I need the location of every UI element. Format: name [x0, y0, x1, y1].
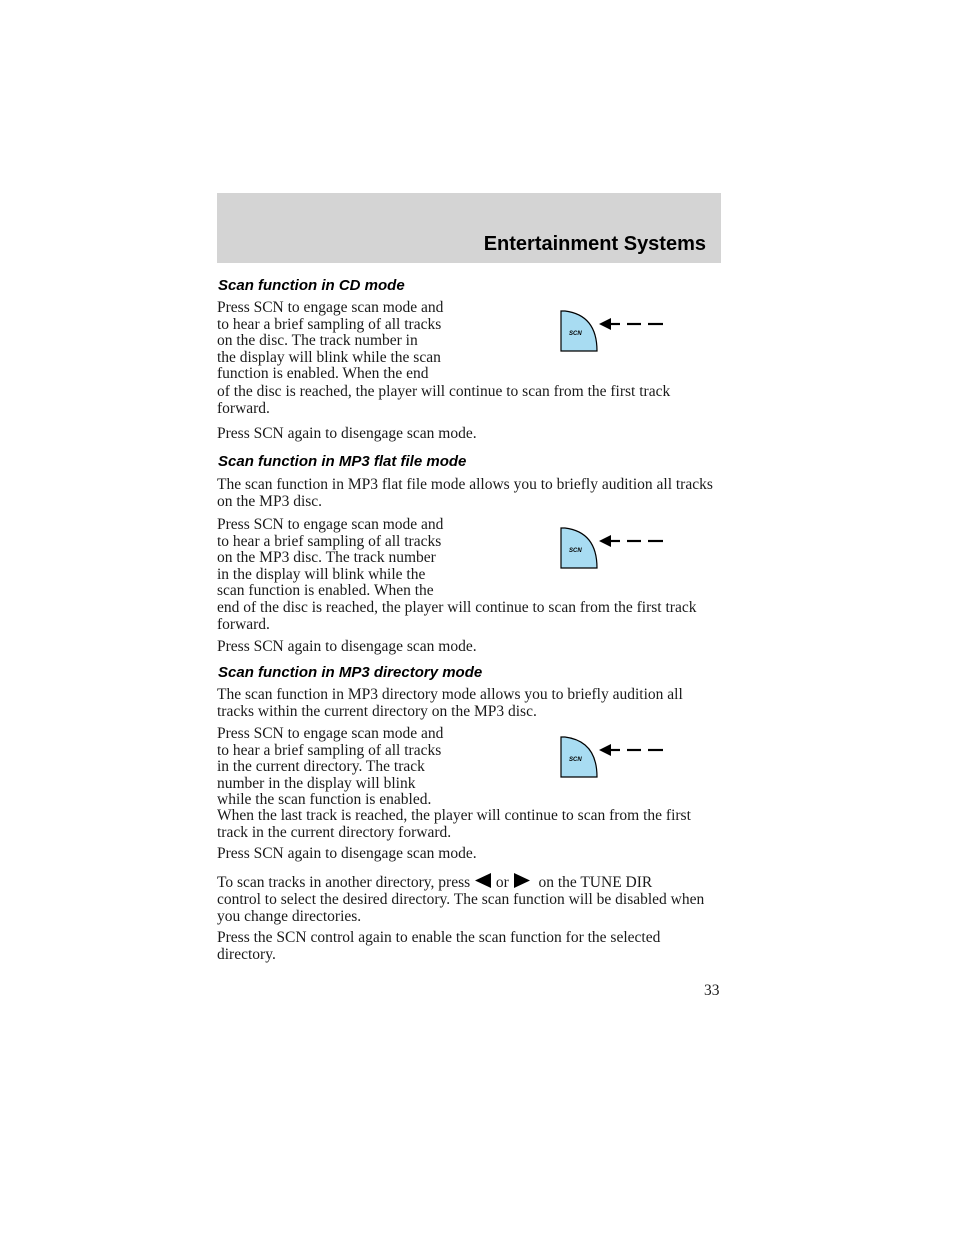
mp3-dir-paragraph-lines: [217, 726, 477, 809]
scn-button-label: SCN: [569, 331, 582, 337]
mp3-dir-paragraph-continued: When the last track is reached, the player will continue to scan from the first track in the current directory forward.: [217, 807, 691, 841]
text-line: in the current directory. The track: [217, 758, 425, 775]
page-title: Entertainment Systems: [483, 233, 706, 255]
text-line: on the MP3 disc. The track number: [217, 549, 436, 566]
page-number: 33: [704, 982, 720, 999]
text-line: to hear a brief sampling of all tracks: [217, 532, 442, 550]
scn-button-label: SCN: [569, 757, 582, 763]
mp3-flat-paragraph-continued: end of the disc is reached, the player will continue to scan from the first track forward.: [217, 599, 697, 633]
mp3-flat-paragraph-lines: [217, 517, 477, 600]
arrow-head-icon: [599, 744, 611, 756]
text-line: to hear a brief sampling of all tracks: [217, 315, 442, 333]
scn-button-illustration: [560, 309, 670, 353]
text-line: the display will blink while the scan: [217, 348, 441, 366]
final-paragraph: Press the SCN control again to enable the scan function for the selected directory.: [217, 929, 661, 963]
arrow-head-icon: [599, 535, 611, 547]
section-heading-mp3-directory: Scan function in MP3 directory mode: [218, 664, 483, 681]
mp3-dir-intro: The scan function in MP3 directory mode allows you to briefly audition all tracks within the current directory on the MP3 disc.: [217, 686, 683, 720]
text-line: function is enabled. When the end: [217, 365, 429, 382]
right-triangle-icon: [513, 872, 531, 889]
text-line: on the disc. The track number in: [217, 332, 418, 349]
cd-disengage-text: Press SCN again to disengage scan mode.: [217, 425, 477, 442]
header-band: [217, 193, 721, 263]
cd-paragraph-lines: [217, 300, 477, 383]
text-line: scan function is enabled. When the: [217, 582, 434, 599]
mp3-flat-disengage-text: Press SCN again to disengage scan mode.: [217, 638, 477, 655]
section-heading-mp3-flat: Scan function in MP3 flat file mode: [218, 453, 467, 470]
text-line: in the display will blink while the: [217, 565, 426, 583]
scn-button-illustration: [560, 526, 670, 570]
scn-button-label: SCN: [569, 548, 582, 554]
mp3-flat-intro: The scan function in MP3 flat file mode allows you to briefly audition all tracks on the MP3 disc.: [217, 476, 713, 510]
tune-dir-line: [217, 872, 722, 892]
tune-text-or: or: [495, 874, 509, 891]
scn-button-illustration: [560, 735, 670, 779]
text-line: to hear a brief sampling of all tracks: [217, 741, 442, 759]
section-heading-cd: Scan function in CD mode: [218, 277, 405, 294]
text-line: Press SCN to engage scan mode and: [217, 516, 444, 533]
tune-text-before: To scan tracks in another directory, press: [217, 874, 471, 891]
arrow-head-icon: [599, 318, 611, 330]
mp3-dir-disengage-text: Press SCN again to disengage scan mode.: [217, 845, 477, 862]
text-line: Press SCN to engage scan mode and: [217, 299, 444, 316]
left-triangle-icon: [474, 872, 492, 889]
text-line: while the scan function is enabled.: [217, 791, 432, 808]
tune-dir-continued: control to select the desired directory. The scan function will be disabled when you change directories.: [217, 891, 705, 925]
cd-paragraph-continued: of the disc is reached, the player will continue to scan from the first track forward.: [217, 383, 671, 417]
text-line: number in the display will blink: [217, 774, 416, 792]
text-line: Press SCN to engage scan mode and: [217, 725, 444, 742]
tune-text-after: on the TUNE DIR: [538, 874, 653, 891]
